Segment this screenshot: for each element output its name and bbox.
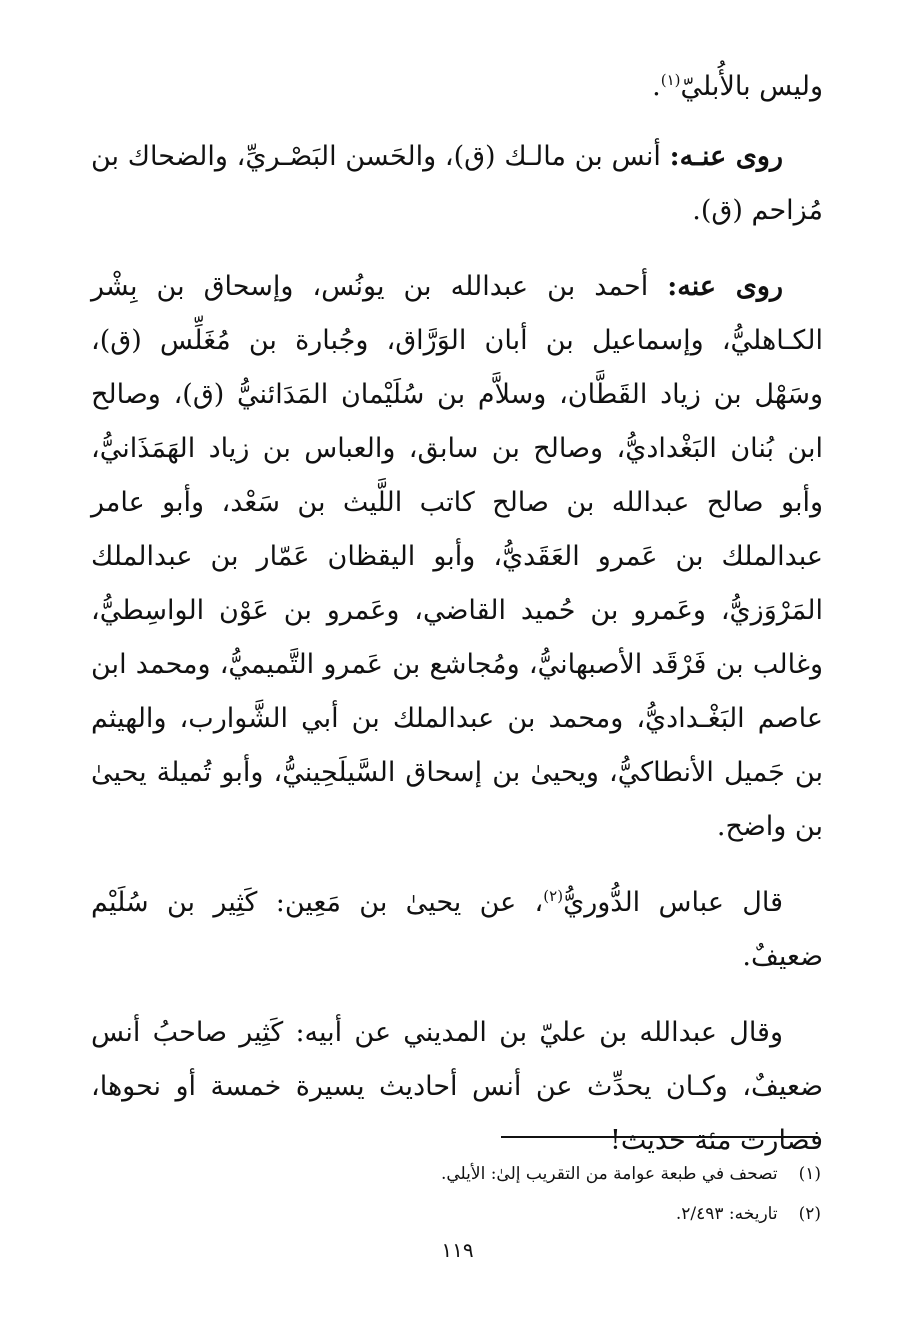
narrators-text: أحمد بن عبدالله بن يونُس، وإسحاق بن بِشْر الكـاهليُّ، وإسماعيل بن أبان الوَرَّاق، وجُبارة بن مُغَلِّس (ق)، وسَهْل بن زياد القَطَّان، وسلاَّم بن سُلَيْمان المَدَائنيُّ (ق)، وصالح ابن بُنان البَغْداديُّ، وصالح بن سابق، والعباس بن زياد الهَمَذَانيُّ، وأبو صالح عبدالله بن صالح كاتب اللَّيث بن سَعْد، وأبو عامر عبدالملك بن عَمرو العَقَديُّ، وأبو اليقظان عَمّار بن عبدالملك المَرْوَزيُّ، وعَمرو بن حُميد القاضي، وعَمرو بن عَوْن الواسِطيُّ، وغالب بن فَرْقَد الأصبهانيُّ، ومُجاشع بن عَمرو التَّميميُّ، ومحمد ابن عاصم البَغْـداديُّ، ومحمد بن عبدالملك بن أبي الشَّوارب، والهيثم بن جَميل الأنطاكيُّ، ويحيىٰ بن إسحاق السَّيلَحِينيُّ، وأبو تُميلة يحيىٰ بن واضح. — [91, 271, 823, 842]
paragraph-1-text: وليس بالأُبليّ — [680, 71, 823, 102]
doori-quote-after: ، عن يحيىٰ بن مَعِين: كَثِير بن سُلَيْم ضعيفٌ. — [91, 887, 823, 972]
paragraph-narrated-from — [91, 130, 823, 238]
paragraph-narrators — [91, 260, 823, 854]
footnote-1-number: (١) — [798, 1164, 821, 1184]
paragraph-doori-quote — [91, 876, 823, 984]
footnotes — [101, 1154, 821, 1234]
footnote-divider — [501, 1136, 817, 1138]
page-number: ١١٩ — [441, 1238, 474, 1262]
narrated-from-text: أنس بن مالـك (ق)، والحَسن البَصْـريِّ، والضحاك بن مُزاحم (ق). — [91, 141, 823, 226]
footnote-ref-1: (١) — [660, 71, 681, 89]
footnote-2 — [101, 1194, 821, 1234]
paragraph-1-end: . — [652, 71, 661, 102]
paragraph-madini-quote — [91, 1006, 823, 1168]
narrated-from-heading: روى عنـه: — [669, 141, 783, 172]
narrators-heading: روى عنه: — [667, 271, 783, 302]
footnote-2-number: (٢) — [798, 1204, 821, 1224]
footnote-1 — [101, 1154, 821, 1194]
main-text — [91, 60, 823, 1184]
footnote-2-text: تاريخه: ٢/٤٩٣. — [675, 1204, 778, 1224]
footnote-ref-2: (٢) — [543, 887, 564, 905]
madini-quote-text: وقال عبدالله بن عليّ بن المديني عن أبيه: كَثِير صاحبُ أنس ضعيفٌ، وكـان يحدِّث عن أنس أحاديث يسيرة خمسة أو نحوها، فصارت مئة حديث! — [91, 1017, 823, 1156]
doori-quote-before: قال عباس الدُّوريُّ — [563, 887, 783, 918]
paragraph-1 — [91, 60, 823, 114]
footnote-1-text: تصحف في طبعة عوامة من التقريب إلىٰ: الأيلي. — [440, 1164, 778, 1184]
